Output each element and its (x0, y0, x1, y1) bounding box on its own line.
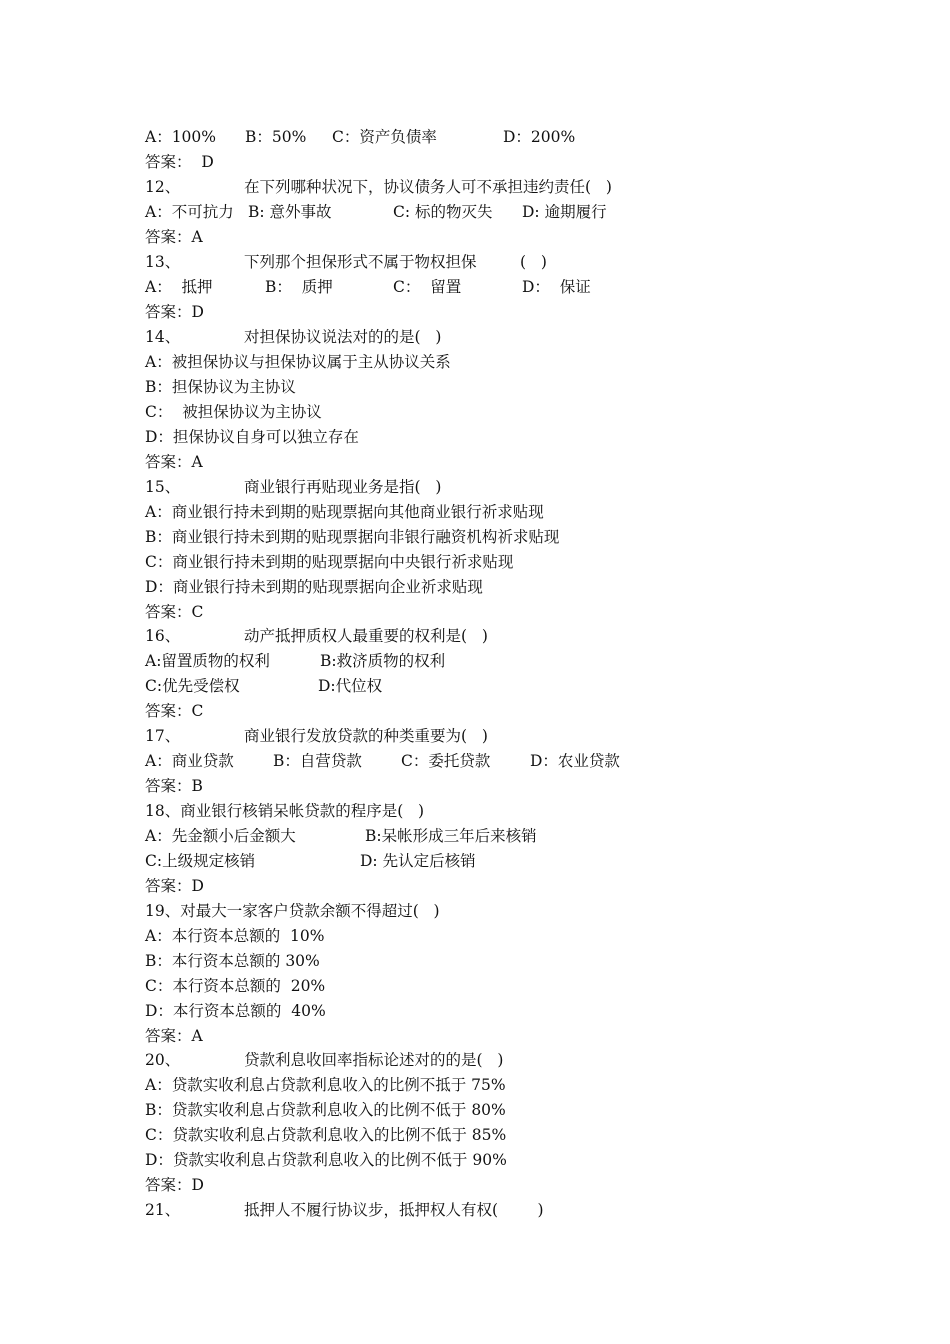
question-text: 商业银行发放贷款的种类重要为( ) (244, 727, 488, 745)
q20-answer (145, 1173, 204, 1197)
question-text: 下列那个担保形式不属于物权担保 (244, 253, 477, 271)
option-b: B：50% (245, 128, 307, 146)
option-d: D: 先认定后核销 (360, 852, 476, 870)
question-number: 16、 (145, 627, 181, 645)
q15-answer (145, 600, 204, 624)
option-b: B: 意外事故 (248, 203, 332, 221)
answer-text: 答案：C (145, 702, 204, 720)
q17-answer (145, 774, 203, 798)
question-number: 12、 (145, 178, 181, 196)
option-text: A：商业银行持未到期的贴现票据向其他商业银行祈求贴现 (145, 503, 544, 521)
option-text: A：被担保协议与担保协议属于主从协议关系 (145, 353, 451, 371)
option-text: C： 被担保协议为主协议 (145, 403, 322, 421)
q19-question (145, 899, 440, 923)
question-number: 14、 (145, 328, 181, 346)
option-text: B：商业银行持未到期的贴现票据向非银行融资机构祈求贴现 (145, 528, 560, 546)
q20-option-d (145, 1148, 507, 1172)
answer-text: 答案：A (145, 1027, 203, 1045)
q17-options (145, 749, 620, 773)
question-text: 在下列哪种状况下，协议债务人可不承担违约责任( ) (244, 178, 612, 196)
q14-question (145, 325, 442, 349)
q13-answer (145, 300, 204, 324)
q20-option-a (145, 1073, 506, 1097)
option-text: C：本行资本总额的 20% (145, 977, 326, 995)
q19-answer (145, 1024, 203, 1048)
q19-option-b (145, 949, 320, 973)
option-a: A：先金额小后金额大 (145, 827, 296, 845)
option-b: B:呆帐形成三年后来核销 (365, 827, 537, 845)
q20-option-c (145, 1123, 507, 1147)
option-text: B：贷款实收利息占贷款利息收入的比例不低于 80% (145, 1101, 506, 1119)
option-text: C：贷款实收利息占贷款利息收入的比例不低于 85% (145, 1126, 507, 1144)
question-number: 13、 (145, 253, 181, 271)
option-text: C：商业银行持未到期的贴现票据向中央银行祈求贴现 (145, 553, 514, 571)
option-text: D：贷款实收利息占贷款利息收入的比例不低于 90% (145, 1151, 507, 1169)
q18-options-cd (145, 849, 476, 873)
question-blank: ( ) (520, 253, 547, 271)
option-c: C: 标的物灭失 (393, 203, 493, 221)
q14-option-a (145, 350, 451, 374)
q19-option-d (145, 999, 326, 1023)
question-number: 21、 (145, 1201, 181, 1219)
answer-text: 答案：C (145, 603, 204, 621)
option-text: D：本行资本总额的 40% (145, 1002, 326, 1020)
q16-options-cd (145, 674, 383, 698)
q14-option-b (145, 375, 296, 399)
answer-text: 答案：D (145, 303, 204, 321)
q18-options-ab (145, 824, 537, 848)
question-text: 18、商业银行核销呆帐贷款的程序是( ) (145, 802, 425, 820)
q13-question (145, 250, 547, 274)
option-text: B：本行资本总额的 30% (145, 952, 320, 970)
option-b: B： 质押 (265, 278, 333, 296)
question-text: 抵押人不履行协议步，抵押权人有权( ) (244, 1201, 544, 1219)
option-text: A：本行资本总额的 10% (145, 927, 325, 945)
option-c: C： 留置 (393, 278, 462, 296)
q12-question (145, 175, 612, 199)
q15-option-c (145, 550, 514, 574)
option-c: C：资产负债率 (332, 128, 437, 146)
option-d: D:代位权 (318, 677, 383, 695)
answer-text: 答案： D (145, 153, 214, 171)
question-number: 17、 (145, 727, 181, 745)
option-text: A：贷款实收利息占贷款利息收入的比例不抵于 75% (145, 1076, 506, 1094)
q19-option-a (145, 924, 325, 948)
option-c: C:上级规定核销 (145, 852, 256, 870)
q21-question (145, 1198, 544, 1222)
q15-option-a (145, 500, 544, 524)
option-a: A:留置质物的权利 (145, 652, 270, 670)
option-text: B：担保协议为主协议 (145, 378, 296, 396)
q15-option-b (145, 525, 560, 549)
question-number: 20、 (145, 1051, 181, 1069)
q19-option-c (145, 974, 326, 998)
q18-question (145, 799, 425, 823)
q17-question (145, 724, 488, 748)
q11-options (145, 125, 576, 149)
question-text: 19、对最大一家客户贷款余额不得超过( ) (145, 902, 440, 920)
answer-text: 答案：A (145, 453, 203, 471)
question-number: 15、 (145, 478, 181, 496)
q20-question (145, 1048, 504, 1072)
q16-options-ab (145, 649, 446, 673)
answer-text: 答案：D (145, 877, 204, 895)
q14-option-c (145, 400, 322, 424)
q15-option-d (145, 575, 483, 599)
option-d: D：农业贷款 (530, 752, 620, 770)
q13-options (145, 275, 591, 299)
q16-answer (145, 699, 204, 723)
option-b: B：自营贷款 (273, 752, 362, 770)
answer-text: 答案：A (145, 228, 203, 246)
option-b: B:救济质物的权利 (320, 652, 446, 670)
q12-options (145, 200, 607, 224)
question-text: 贷款利息收回率指标论述对的的是( ) (244, 1051, 504, 1069)
option-a: A： 抵押 (145, 278, 213, 296)
option-c: C:优先受偿权 (145, 677, 240, 695)
q20-option-b (145, 1098, 506, 1122)
q12-answer (145, 225, 203, 249)
option-text: D：商业银行持未到期的贴现票据向企业祈求贴现 (145, 578, 483, 596)
answer-text: 答案：D (145, 1176, 204, 1194)
q11-answer (145, 150, 214, 174)
question-text: 对担保协议说法对的的是( ) (244, 328, 442, 346)
q14-option-d (145, 425, 359, 449)
option-d: D：200% (503, 128, 576, 146)
option-a: A：商业贷款 (145, 752, 234, 770)
option-text: D：担保协议自身可以独立存在 (145, 428, 359, 446)
q15-question (145, 475, 442, 499)
option-d: D： 保证 (522, 278, 591, 296)
option-c: C：委托贷款 (401, 752, 491, 770)
q16-question (145, 624, 488, 648)
option-a: A：100% (145, 128, 217, 146)
q14-answer (145, 450, 203, 474)
question-text: 动产抵押质权人最重要的权利是( ) (244, 627, 488, 645)
option-d: D: 逾期履行 (522, 203, 607, 221)
question-text: 商业银行再贴现业务是指( ) (244, 478, 442, 496)
q18-answer (145, 874, 204, 898)
answer-text: 答案：B (145, 777, 203, 795)
option-a: A：不可抗力 (145, 203, 234, 221)
